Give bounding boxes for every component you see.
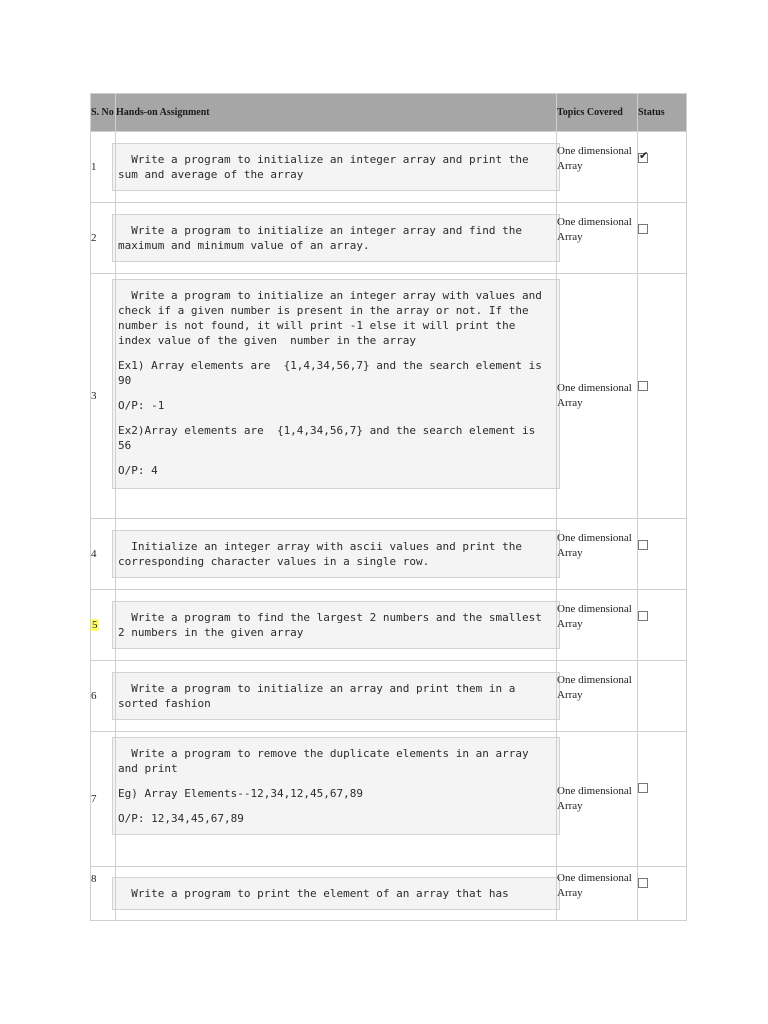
code-block [112, 530, 560, 578]
status-cell [638, 132, 687, 203]
topic-label: One dimensional Array [557, 785, 632, 812]
header-sno: S. No [91, 94, 116, 132]
topic-cell [557, 661, 638, 732]
row-number: 4 [91, 548, 97, 560]
code-block [112, 737, 560, 835]
code-block [112, 214, 560, 262]
topic-cell [557, 132, 638, 203]
status-cell [638, 661, 687, 732]
status-checkbox[interactable] [638, 611, 648, 621]
status-cell [638, 590, 687, 661]
topic-label: One dimensional Array [557, 532, 632, 559]
status-checkbox[interactable] [638, 381, 648, 391]
assignment-table [90, 93, 687, 921]
topic-label: One dimensional Array [557, 603, 632, 630]
table-row [91, 590, 687, 661]
status-cell [638, 732, 687, 867]
assignment-cell [116, 867, 557, 921]
assignment-cell [116, 519, 557, 590]
assignment-text: Ex1) Array elements are {1,4,34,56,7} and the search element is 90 [118, 359, 549, 387]
code-block [112, 672, 560, 720]
row-number: 8 [91, 873, 97, 885]
row-number: 6 [91, 690, 97, 702]
topic-label: One dimensional Array [557, 216, 632, 243]
assignment-text: Write a program to initialize an integer array and print the sum and average of the array [118, 153, 536, 181]
topic-cell [557, 732, 638, 867]
table-row [91, 732, 687, 867]
table-row [91, 203, 687, 274]
row-number: 3 [91, 390, 97, 402]
code-block [112, 143, 560, 191]
assignment-text: Write a program to initialize an integer array and find the maximum and minimum value of an array. [118, 224, 529, 252]
status-cell [638, 867, 687, 921]
table-row [91, 661, 687, 732]
status-checkbox[interactable] [638, 540, 648, 550]
assignment-text: Ex2)Array elements are {1,4,34,56,7} and the search element is 56 [118, 424, 542, 452]
header-assignment: Hands-on Assignment [116, 94, 557, 132]
assignment-text: O/P: 4 [118, 464, 158, 477]
assignment-text: Write a program to initialize an integer array with values and check if a given number is present in the array or not. If the number is not found, it will print -1 else it will print the index value of the given number in the array [118, 289, 549, 347]
topic-cell [557, 590, 638, 661]
table-row [91, 132, 687, 203]
assignment-text: O/P: 12,34,45,67,89 [118, 812, 244, 825]
row-number: 1 [91, 161, 97, 173]
assignment-cell [116, 132, 557, 203]
code-block [112, 279, 560, 489]
table-header-row [91, 94, 687, 132]
assignment-rows [91, 132, 687, 921]
code-block [112, 601, 560, 649]
status-checkbox-checked[interactable] [638, 149, 649, 163]
row-number: 7 [91, 793, 97, 805]
status-cell [638, 519, 687, 590]
topic-label: One dimensional Array [557, 872, 632, 899]
topic-cell [557, 867, 638, 921]
topic-cell [557, 203, 638, 274]
status-checkbox[interactable] [638, 224, 648, 234]
assignment-text: O/P: -1 [118, 399, 165, 412]
assignment-text: Write a program to find the largest 2 numbers and the smallest 2 numbers in the given array [118, 611, 549, 639]
header-topics: Topics Covered [557, 94, 638, 132]
assignment-cell [116, 732, 557, 867]
topic-label: One dimensional Array [557, 674, 632, 701]
code-block [112, 877, 560, 910]
topic-cell [557, 519, 638, 590]
header-status: Status [638, 94, 687, 132]
topic-label: One dimensional Array [557, 382, 632, 409]
status-checkbox[interactable] [638, 783, 648, 793]
assignment-text: Eg) Array Elements--12,34,12,45,67,89 [118, 787, 364, 800]
status-cell [638, 274, 687, 519]
status-checkbox[interactable] [638, 878, 648, 888]
table-row [91, 867, 687, 921]
table-row [91, 519, 687, 590]
row-number: 2 [91, 232, 97, 244]
assignment-cell [116, 661, 557, 732]
topic-cell [557, 274, 638, 519]
checkmark-icon: ✔ [639, 149, 649, 162]
topic-label: One dimensional Array [557, 145, 632, 172]
assignment-text: Write a program to remove the duplicate elements in an array and print [118, 747, 536, 775]
status-cell [638, 203, 687, 274]
assignment-cell [116, 274, 557, 519]
table-row [91, 274, 687, 519]
highlighted-row-number: 5 [92, 619, 98, 631]
assignment-cell [116, 203, 557, 274]
assignment-text: Write a program to initialize an array and print them in a sorted fashion [118, 682, 522, 710]
assignment-text: Initialize an integer array with ascii values and print the corresponding character values in a single row. [118, 540, 529, 568]
assignment-cell [116, 590, 557, 661]
assignment-text: Write a program to print the element of an array that has [118, 887, 509, 900]
